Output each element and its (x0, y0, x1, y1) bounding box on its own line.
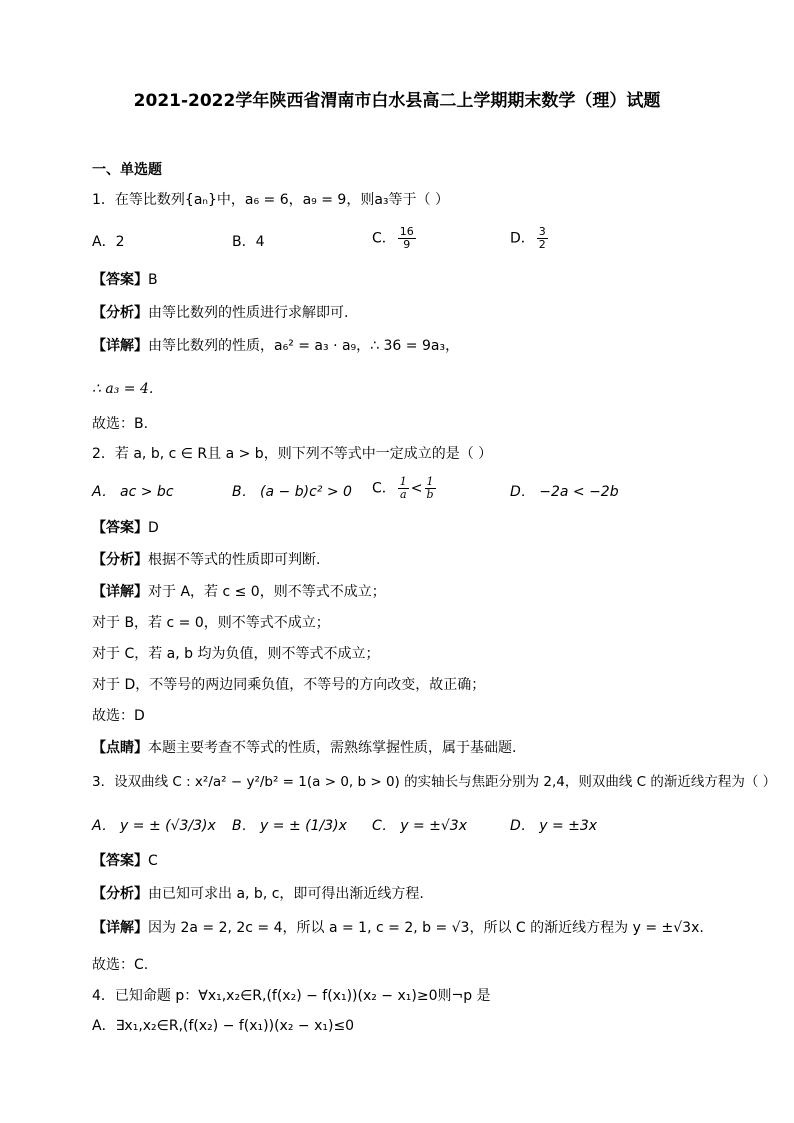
q1-analysis (92, 303, 348, 323)
q2-detail-2: 对于 B，若 c = 0，则不等式不成立； (92, 615, 330, 631)
q1-option-d (510, 226, 550, 251)
q2-detail-4: 对于 D，不等号的两边同乘负值，不等号的方向改变，故正确； (92, 677, 486, 693)
q2-comment (92, 738, 516, 758)
q1-choice: 故选：B. (92, 416, 149, 432)
q2-option-d: D． −2a < −2b (510, 484, 619, 500)
q4-option-a: A．∃x₁,x₂∈R,(f(x₂) − f(x₁))(x₂ − x₁)≤0 (92, 1018, 355, 1034)
q1-option-b: B．4 (232, 234, 265, 250)
q1-answer (92, 270, 158, 290)
q3-detail (92, 918, 704, 938)
q3-option-a: A． y = ± (√3/3)x (92, 818, 216, 834)
q1-option-d-den: 2 (538, 238, 546, 251)
q2-detail-1: 对于 A，若 c ≤ 0，则不等式不成立； (148, 584, 386, 600)
q3-option-b: B． y = ± (1/3)x (232, 818, 347, 834)
q2-option-c-relation: < (410, 480, 423, 497)
q2-analysis (92, 550, 320, 570)
q3-option-c: C． y = ±√3x (372, 818, 467, 834)
q3-choice: 故选：C. (92, 957, 149, 973)
answer-tag: 【答案】 (92, 520, 148, 536)
q3-option-d: D． y = ±3x (510, 818, 598, 834)
q4-stem: 4．已知命题 p：∀x₁,x₂∈R,(f(x₂) − f(x₁))(x₂ − x₁)≥0则¬p 是 (92, 988, 491, 1004)
q1-option-c-label: C． (372, 230, 396, 247)
comment-tag: 【点睛】 (92, 740, 148, 756)
q1-option-d-num: 3 (538, 225, 546, 238)
q3-answer (92, 851, 158, 871)
detail-tag: 【详解】 (92, 338, 148, 354)
q2-option-c-den2: b (426, 488, 434, 501)
q2-option-b: B． (a − b)c² > 0 (232, 484, 352, 500)
q1-option-a: A．2 (92, 234, 125, 250)
analysis-tag: 【分析】 (92, 552, 148, 568)
q3-detail-text: 因为 2a = 2, 2c = 4，所以 a = 1, c = 2, b = √3，所以 C 的渐近线方程为 y = ±√3x. (148, 920, 704, 936)
q1-option-c (372, 226, 418, 251)
page-title: 2021-2022学年陕西省渭南市白水县高二上学期期末数学（理）试题 (133, 91, 661, 111)
q2-option-c-label: C． (372, 480, 396, 497)
q3-answer-value: C (148, 853, 158, 869)
answer-tag: 【答案】 (92, 853, 148, 869)
q2-analysis-text: 根据不等式的性质即可判断. (148, 552, 321, 568)
detail-tag: 【详解】 (92, 584, 148, 600)
q2-option-c-fraction-1 (398, 476, 409, 501)
q3-analysis-text: 由已知可求出 a, b, c，即可得出渐近线方程. (148, 886, 424, 902)
q1-option-c-num: 16 (399, 225, 414, 238)
q1-option-d-label: D． (510, 230, 535, 247)
q1-detail (92, 336, 459, 356)
q1-detail-text: 由等比数列的性质，a₆² = a₃ · a₉，∴ 36 = 9a₃， (148, 338, 460, 354)
q2-answer (92, 518, 159, 538)
analysis-tag: 【分析】 (92, 305, 148, 321)
q1-answer-value: B (148, 272, 158, 288)
answer-tag: 【答案】 (92, 272, 148, 288)
analysis-tag: 【分析】 (92, 886, 148, 902)
q1-option-d-fraction (537, 226, 548, 251)
q2-choice: 故选：D (92, 708, 145, 724)
section-heading: 一、单选题 (92, 162, 162, 178)
q1-detail-result: ∴ a₃ = 4. (92, 381, 154, 397)
q3-analysis (92, 884, 424, 904)
q1-stem: 1．在等比数列{aₙ}中，a₆ = 6，a₉ = 9，则a₃等于（ ） (92, 192, 449, 208)
q2-option-a: A． ac > bc (92, 484, 174, 500)
q2-detail-3: 对于 C，若 a, b 均为负值，则不等式不成立； (92, 646, 380, 662)
q2-option-c-num2: 1 (425, 476, 436, 489)
detail-tag: 【详解】 (92, 920, 148, 936)
q2-option-c-den1: a (400, 488, 407, 501)
q2-detail (92, 582, 386, 602)
q2-answer-value: D (148, 520, 159, 536)
q1-option-c-den: 9 (403, 238, 411, 251)
q2-option-c (372, 476, 438, 501)
q2-comment-text: 本题主要考查不等式的性质，需熟练掌握性质，属于基础题. (148, 740, 517, 756)
q1-analysis-text: 由等比数列的性质进行求解即可. (148, 305, 349, 321)
q1-option-c-fraction (398, 226, 416, 251)
q3-stem: 3．设双曲线 C : x²/a² − y²/b² = 1(a > 0, b > 0) 的实轴长与焦距分别为 2,4，则双曲线 C 的渐近线方程为（ ） (92, 774, 777, 790)
q2-stem: 2．若 a, b, c ∈ R且 a > b，则下列不等式中一定成立的是（ ） (92, 446, 493, 462)
q2-option-c-fraction-2 (425, 476, 436, 501)
q2-option-c-num1: 1 (399, 475, 407, 488)
